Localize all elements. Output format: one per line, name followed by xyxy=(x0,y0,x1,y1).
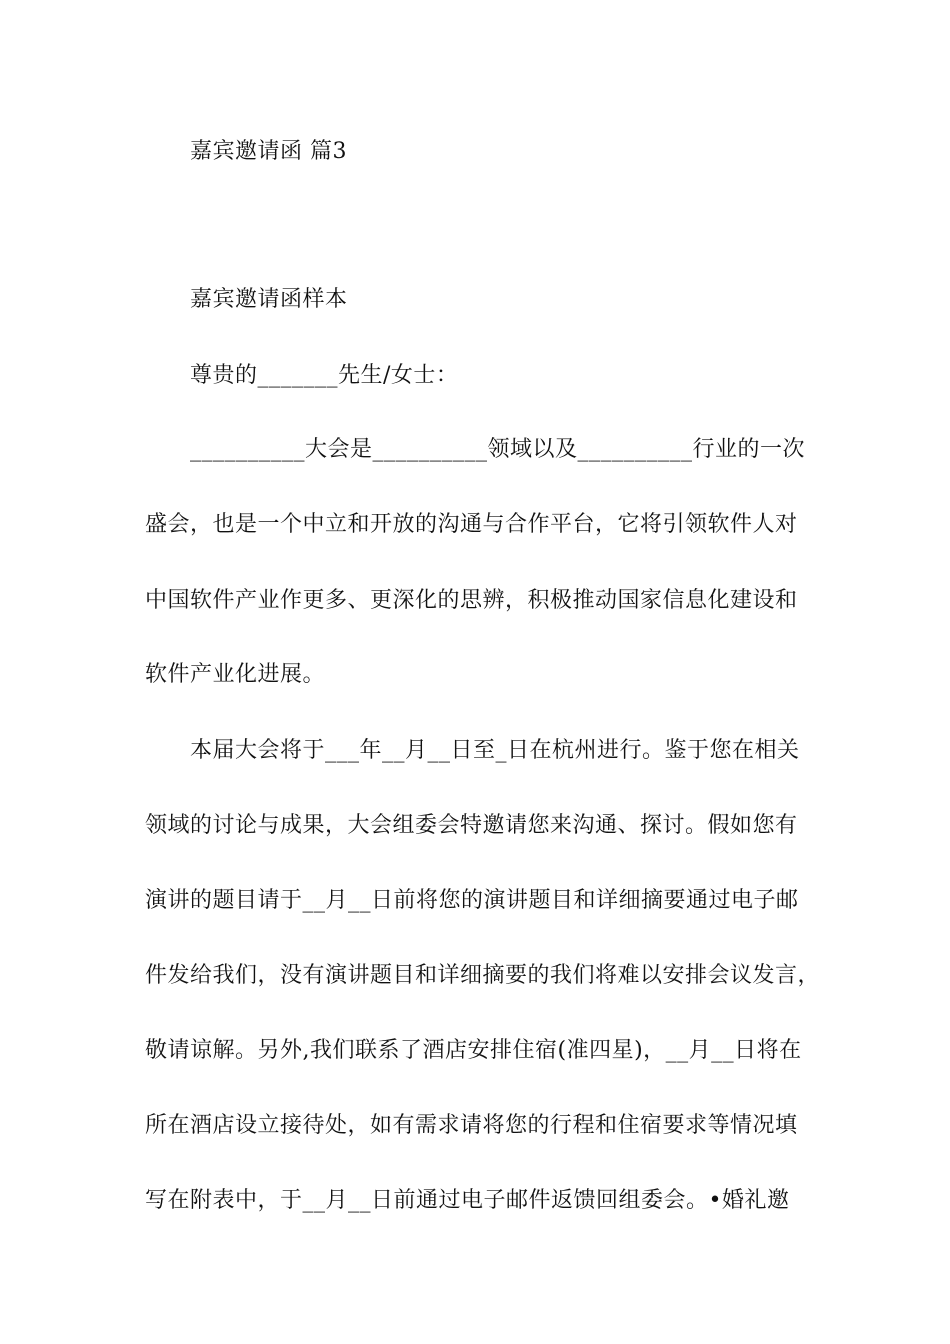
document-subheading: 嘉宾邀请函样本 xyxy=(190,287,348,312)
paragraph-line: 演讲的题目请于__月__日前将您的演讲题目和详细摘要通过电子邮 xyxy=(145,888,799,913)
paragraph-line: 盛会，也是一个中立和开放的沟通与合作平台，它将引领软件人对 xyxy=(145,512,798,537)
paragraph-line: 中国软件产业作更多、更深化的思辨，积极推动国家信息化建设和 xyxy=(145,588,798,613)
paragraph-line: __________大会是__________领域以及__________行业的一次 xyxy=(190,437,806,462)
paragraph-line: 本届大会将于___年__月__日至_日在杭州进行。鉴于您在相关 xyxy=(190,738,800,763)
salutation: 尊贵的_______先生/女士： xyxy=(190,363,459,388)
paragraph-line: 所在酒店设立接待处，如有需求请将您的行程和住宿要求等情况填 xyxy=(145,1113,798,1138)
document-heading: 嘉宾邀请函 篇3 xyxy=(190,139,347,164)
paragraph-line: 写在附表中，于__月__日前通过电子邮件返馈回组委会。•婚礼邀 xyxy=(145,1188,790,1213)
paragraph-line: 软件产业化进展。 xyxy=(145,662,326,687)
paragraph-line: 件发给我们，没有演讲题目和详细摘要的我们将难以安排会议发言， xyxy=(145,963,821,988)
paragraph-line: 领域的讨论与成果，大会组委会特邀请您来沟通、探讨。假如您有 xyxy=(145,813,798,838)
paragraph-line: 敬请谅解。另外,我们联系了酒店安排住宿(准四星)，__月__日将在 xyxy=(145,1038,802,1063)
